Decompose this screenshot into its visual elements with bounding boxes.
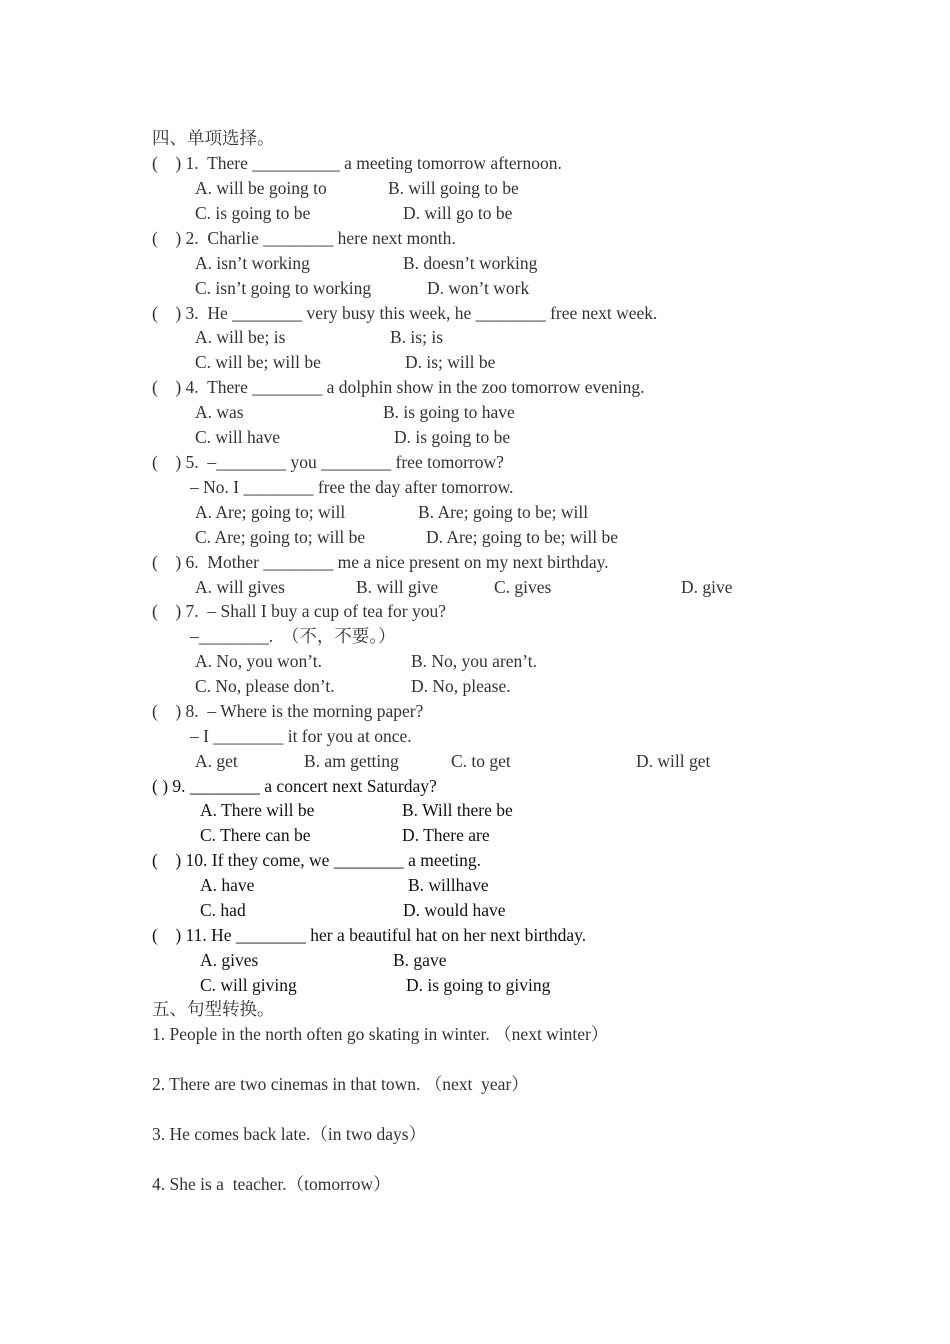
question-7-option-b: B. No, you aren’t. xyxy=(411,651,538,671)
question-8-option-b: B. am getting xyxy=(304,751,399,771)
question-2-option-b: B. doesn’t working xyxy=(403,253,538,273)
question-10-stem: ( ) 10. If they come, we ________ a meeting. xyxy=(152,850,482,870)
question-5-option-c: C. Are; going to; will be xyxy=(195,527,366,547)
question-4-option-c: C. will have xyxy=(195,427,281,447)
transform-item-4: 4. She is a teacher.（tomorrow） xyxy=(152,1174,391,1194)
question-6-option-d: D. give xyxy=(681,577,733,597)
transform-item-3: 3. He comes back late.（in two days） xyxy=(152,1124,427,1144)
question-1-option-a: A. will be going to xyxy=(195,178,327,198)
question-7-dialog: –________. （不，不要。） xyxy=(190,626,396,646)
question-9-option-b: B. Will there be xyxy=(402,800,513,820)
question-8-option-c: C. to get xyxy=(451,751,511,771)
question-11-option-a: A. gives xyxy=(200,950,259,970)
question-5-dialog: – No. I ________ free the day after tomorrow. xyxy=(190,477,514,497)
section-4-title: 四、单项选择。 xyxy=(152,128,275,148)
question-1-option-d: D. will go to be xyxy=(403,203,513,223)
question-6-option-a: A. will gives xyxy=(195,577,285,597)
question-4-option-a: A. was xyxy=(195,402,244,422)
question-10-option-d: D. would have xyxy=(403,900,506,920)
transform-item-2: 2. There are two cinemas in that town. （next year） xyxy=(152,1074,529,1094)
question-3-option-a: A. will be; is xyxy=(195,327,286,347)
question-1-option-c: C. is going to be xyxy=(195,203,311,223)
question-10-option-b: B. willhave xyxy=(408,875,489,895)
question-1-option-b: B. will going to be xyxy=(388,178,519,198)
question-10-option-a: A. have xyxy=(200,875,255,895)
question-11-option-c: C. will giving xyxy=(200,975,297,995)
question-6-option-c: C. gives xyxy=(494,577,552,597)
question-1-stem: ( ) 1. There __________ a meeting tomorrow afternoon. xyxy=(152,153,562,173)
question-9-option-c: C. There can be xyxy=(200,825,311,845)
transform-item-1: 1. People in the north often go skating in winter. （next winter） xyxy=(152,1024,609,1044)
question-2-option-a: A. isn’t working xyxy=(195,253,310,273)
question-2-option-c: C. isn’t going to working xyxy=(195,278,372,298)
question-3-option-d: D. is; will be xyxy=(405,352,496,372)
question-5-stem: ( ) 5. –________ you ________ free tomorrow? xyxy=(152,452,504,472)
question-11-stem: ( ) 11. He ________ her a beautiful hat on her next birthday. xyxy=(152,925,587,945)
question-4-option-b: B. is going to have xyxy=(383,402,515,422)
question-4-stem: ( ) 4. There ________ a dolphin show in the zoo tomorrow evening. xyxy=(152,377,645,397)
question-9-option-d: D. There are xyxy=(402,825,490,845)
question-11-option-b: B. gave xyxy=(393,950,447,970)
question-2-stem: ( ) 2. Charlie ________ here next month. xyxy=(152,228,456,248)
question-4-option-d: D. is going to be xyxy=(394,427,511,447)
question-11-option-d: D. is going to giving xyxy=(406,975,551,995)
question-3-stem: ( ) 3. He ________ very busy this week, he ________ free next week. xyxy=(152,303,658,323)
question-5-option-d: D. Are; going to be; will be xyxy=(426,527,618,547)
question-5-option-b: B. Are; going to be; will xyxy=(418,502,589,522)
section-5-title: 五、句型转换。 xyxy=(152,999,275,1019)
question-10-option-c: C. had xyxy=(200,900,246,920)
question-7-option-d: D. No, please. xyxy=(411,676,511,696)
question-8-option-a: A. get xyxy=(195,751,238,771)
question-7-option-a: A. No, you won’t. xyxy=(195,651,323,671)
question-8-stem: ( ) 8. – Where is the morning paper? xyxy=(152,701,424,721)
question-8-option-d: D. will get xyxy=(636,751,711,771)
question-5-option-a: A. Are; going to; will xyxy=(195,502,346,522)
question-7-stem: ( ) 7. – Shall I buy a cup of tea for you? xyxy=(152,601,447,621)
question-7-option-c: C. No, please don’t. xyxy=(195,676,335,696)
question-2-option-d: D. won’t work xyxy=(427,278,530,298)
question-6-stem: ( ) 6. Mother ________ me a nice present on my next birthday. xyxy=(152,552,609,572)
question-9-option-a: A. There will be xyxy=(200,800,315,820)
question-3-option-b: B. is; is xyxy=(390,327,444,347)
question-8-dialog: – I ________ it for you at once. xyxy=(190,726,412,746)
question-6-option-b: B. will give xyxy=(356,577,439,597)
question-9-stem: ( ) 9. ________ a concert next Saturday? xyxy=(152,776,437,796)
question-3-option-c: C. will be; will be xyxy=(195,352,321,372)
